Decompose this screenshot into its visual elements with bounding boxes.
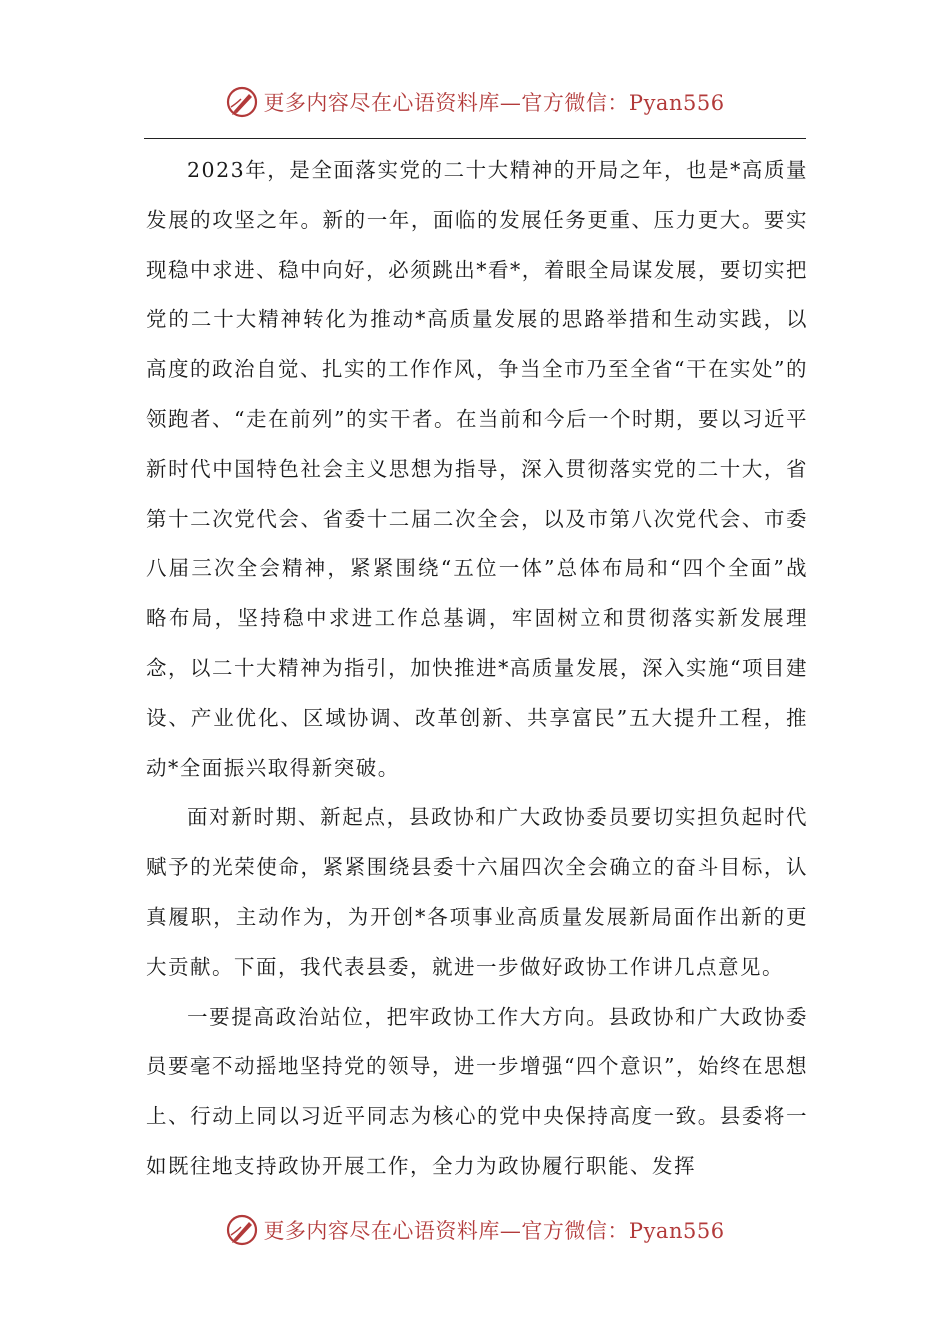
footer-banner-text: 更多内容尽在心语资料库—官方微信：Pyan556	[263, 1219, 725, 1243]
paragraph: 一要提高政治站位，把牢政协工作大方向。县政协和广大政协委员要毫不动摇地坚持党的领导，进一步增强“四个意识”，始终在思想上、行动上同以习近平同志为核心的党中央保持高度一致。县委将一如既往地支持政协开展工作，全力为政协履行职能、发挥	[146, 1004, 808, 1178]
paragraph: 面对新时期、新起点，县政协和广大政协委员要切实担负起时代赋予的光荣使命，紧紧围绕县委十六届四次全会确立的奋斗目标，认真履职，主动作为，为开创*各项事业高质量发展新局面作出新的更大贡献。下面，我代表县委，就进一步做好政协工作讲几点意见。	[146, 805, 808, 979]
header-banner-text: 更多内容尽在心语资料库—官方微信：Pyan556	[263, 91, 725, 115]
quill-pen-logo-icon	[225, 85, 259, 119]
document-body	[146, 146, 808, 1192]
header-banner	[0, 80, 950, 124]
header-divider	[144, 138, 806, 139]
footer-banner	[0, 1208, 950, 1252]
quill-pen-logo-icon	[225, 1213, 259, 1247]
paragraph: 2023年，是全面落实党的二十大精神的开局之年，也是*高质量发展的攻坚之年。新的一年，面临的发展任务更重、压力更大。要实现稳中求进、稳中向好，必须跳出*看*，着眼全局谋发展，要切实把党的二十大精神转化为推动*高质量发展的思路举措和生动实践，以高度的政治自觉、扎实的工作作风，争当全市乃至全省“干在实处”的领跑者、“走在前列”的实干者。在当前和今后一个时期，要以习近平新时代中国特色社会主义思想为指导，深入贯彻落实党的二十大，省第十二次党代会、省委十二届二次全会，以及市第八次党代会、市委八届三次全会精神，紧紧围绕“五位一体”总体布局和“四个全面”战略布局，坚持稳中求进工作总基调，牢固树立和贯彻落实新发展理念，以二十大精神为指引，加快推进*高质量发展，深入实施“项目建设、产业优化、区域协调、改革创新、共享富民”五大提升工程，推动*全面振兴取得新突破。	[146, 158, 808, 780]
